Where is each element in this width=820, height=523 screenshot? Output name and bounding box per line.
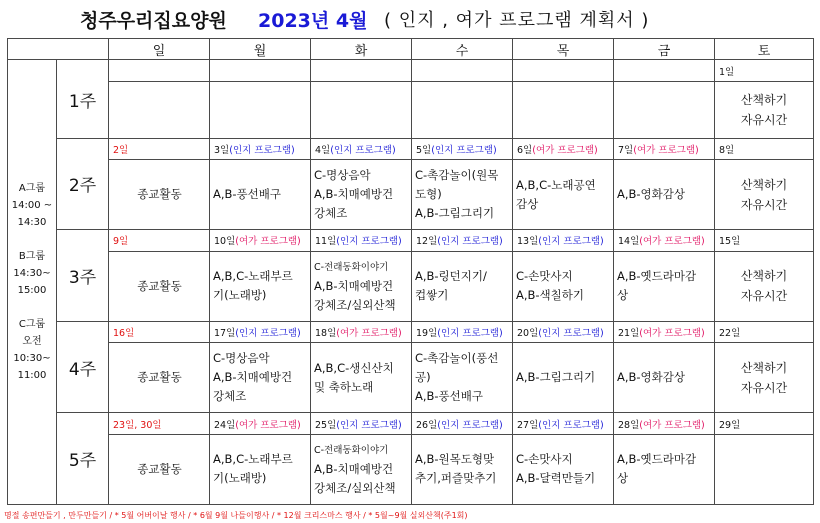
activity-line: A,B-치매예방건: [314, 278, 394, 293]
program-type-tag: (여가 프로그램): [639, 419, 705, 431]
program-type-tag: (여가 프로그램): [633, 144, 699, 156]
activity-cell-mon: [210, 160, 311, 230]
date-cell-thu: [513, 321, 614, 342]
activity-line: C-촉감놀이(풍선: [415, 351, 499, 366]
date-cell-sat: [715, 321, 814, 342]
activity-cell-mon: [210, 251, 311, 321]
date-cell-sun: [109, 60, 210, 81]
activity-cell-sat: [715, 160, 814, 230]
activity-cell-sun: [109, 81, 210, 138]
date-cell-tue: [311, 60, 412, 81]
weekday-header-mon: 월: [210, 39, 311, 60]
program-type-tag: (인지 프로그램): [437, 236, 503, 248]
activity-cell-tue: [311, 251, 412, 321]
activity-line: A,B-원목도형맞: [415, 452, 495, 467]
activity-line: A,B-달력만들기: [516, 471, 596, 486]
activity-line: C-명상음악: [314, 168, 371, 183]
program-type-tag: (인지 프로그램): [437, 327, 503, 339]
activity-line: A,B-영화감상: [617, 370, 685, 385]
plan-description: ( 인지 , 여가 프로그램 계획서 ): [384, 10, 650, 31]
activity-cell-tue: [311, 160, 412, 230]
activity-cell-sun: [109, 160, 210, 230]
activity-line: 강체조/실외산책: [314, 297, 396, 312]
date-cell-mon: [210, 413, 311, 434]
activity-line: A,B-옛드라마감: [617, 452, 697, 467]
activity-line: A,B-그림그리기: [415, 206, 495, 221]
program-type-tag: (인지 프로그램): [538, 236, 604, 248]
group-schedule-line: 10:30~: [13, 353, 51, 365]
activity-line: C-명상음악: [213, 351, 270, 366]
activity-line: A,B,C-노래부르: [213, 269, 293, 284]
group-schedule-line: 오전: [22, 336, 42, 348]
program-type-tag: (인지 프로그램): [538, 327, 604, 339]
activity-line: C-손맛사지: [516, 452, 573, 467]
activity-cell-sat: [715, 251, 814, 321]
activity-line: 종교활동: [137, 278, 182, 293]
activity-line: 상: [617, 471, 629, 486]
activity-cell-mon: [210, 434, 311, 504]
activity-cell-thu: [513, 343, 614, 413]
program-type-tag: (여가 프로그램): [235, 236, 301, 248]
group-schedule-line: 14:30: [17, 217, 47, 229]
group-schedule-line: [8, 231, 56, 248]
activity-line: 종교활동: [137, 187, 182, 202]
weekday-header-thu: 목: [513, 39, 614, 60]
date-cell-tue: [311, 413, 412, 434]
activity-line: 자유시간: [740, 380, 788, 395]
week-label: 5주: [57, 413, 109, 505]
activity-line: A,B-풍선배구: [213, 187, 281, 202]
activity-line: 및 축하노래: [314, 379, 374, 394]
group-schedule-line: C그룹: [18, 319, 46, 331]
program-type-tag: (여가 프로그램): [639, 327, 705, 339]
program-type-tag: (인지 프로그램): [437, 419, 503, 431]
date-cell-sun: [109, 413, 210, 434]
activity-line: A,B-풍선배구: [415, 389, 483, 404]
activity-line: A,B-치매예방건: [314, 187, 394, 202]
activity-line: 상: [617, 288, 629, 303]
activity-line: 감상: [516, 196, 539, 211]
activity-cell-wed: [412, 251, 513, 321]
group-schedule-line: B그룹: [18, 251, 46, 263]
date-number: 13일: [517, 236, 539, 248]
date-number: 19일: [416, 327, 438, 339]
group-schedule-line: A그룹: [18, 183, 46, 195]
program-type-tag: (인지 프로그램): [235, 327, 301, 339]
date-number: 26일: [416, 419, 438, 431]
activity-line: 기(노래방): [213, 471, 267, 486]
date-number: 20일: [517, 327, 539, 339]
date-cell-thu: [513, 138, 614, 159]
date-number: 18일: [315, 327, 337, 339]
activity-line: 산책하기: [740, 360, 788, 375]
activity-line: 컵쌓기: [415, 288, 449, 303]
activity-cell-wed: [412, 81, 513, 138]
date-number: 1일: [719, 66, 735, 78]
date-cell-thu: [513, 230, 614, 251]
activity-line: 산책하기: [740, 177, 788, 192]
date-cell-wed: [412, 138, 513, 159]
date-number: 21일: [618, 327, 640, 339]
weekday-header-sat: 토: [715, 39, 814, 60]
date-number: 12일: [416, 236, 438, 248]
date-cell-mon: [210, 230, 311, 251]
activity-line: A,B-옛드라마감: [617, 269, 697, 284]
weekday-header-sun: 일: [109, 39, 210, 60]
group-schedule-line: 14:00 ~: [11, 200, 53, 212]
activity-cell-fri: [614, 343, 715, 413]
date-cell-fri: [614, 230, 715, 251]
date-cell-sat: [715, 230, 814, 251]
year-month: 2023년 4월: [258, 10, 368, 32]
weekday-header-tue: 화: [311, 39, 412, 60]
activity-cell-fri: [614, 434, 715, 504]
date-cell-tue: [311, 138, 412, 159]
activity-line: A,B-링던지기/: [415, 269, 487, 284]
date-number: 6일: [517, 144, 533, 156]
date-cell-wed: [412, 413, 513, 434]
activity-cell-tue: [311, 81, 412, 138]
week-label: 2주: [57, 138, 109, 230]
activity-line: 강체조/실외산책: [314, 480, 396, 495]
date-number: 27일: [517, 419, 539, 431]
date-number: 25일: [315, 419, 337, 431]
activity-line: A,B,C-노래공연: [516, 177, 596, 192]
date-number: 2일: [113, 144, 129, 156]
date-number: 3일: [214, 144, 230, 156]
date-number: 16일: [113, 327, 135, 339]
date-cell-thu: [513, 60, 614, 81]
date-number: 17일: [214, 327, 236, 339]
activity-line: A,B-영화감상: [617, 187, 685, 202]
activity-cell-mon: [210, 81, 311, 138]
activity-line: C-전래동화이야기: [314, 261, 389, 273]
activity-line: A,B,C-노래부르: [213, 452, 293, 467]
activity-cell-wed: [412, 434, 513, 504]
activity-cell-mon: [210, 343, 311, 413]
weekday-header-wed: 수: [412, 39, 513, 60]
group-schedule-line: 15:00: [17, 285, 47, 297]
week-label: 1주: [57, 60, 109, 138]
date-number: 4일: [315, 144, 331, 156]
activity-line: 기(노래방): [213, 288, 267, 303]
activity-line: 산책하기: [740, 269, 788, 284]
page-title: [0, 6, 820, 36]
group-schedule-line: 14:30~: [13, 268, 51, 280]
date-number: 5일: [416, 144, 432, 156]
activity-cell-tue: [311, 434, 412, 504]
date-cell-sat: [715, 413, 814, 434]
program-type-tag: (여가 프로그램): [639, 236, 705, 248]
activity-line: A,B-그림그리기: [516, 370, 596, 385]
activity-line: 자유시간: [740, 197, 788, 212]
date-number: 11일: [315, 236, 337, 248]
header-corner: [8, 39, 109, 60]
date-cell-tue: [311, 321, 412, 342]
date-cell-tue: [311, 230, 412, 251]
activity-cell-thu: [513, 160, 614, 230]
activity-line: 자유시간: [740, 112, 788, 127]
date-cell-mon: [210, 60, 311, 81]
activity-line: 종교활동: [137, 370, 182, 385]
date-cell-wed: [412, 321, 513, 342]
activity-cell-sat: [715, 434, 814, 504]
date-cell-sat: [715, 138, 814, 159]
activity-cell-thu: [513, 81, 614, 138]
program-type-tag: (인지 프로그램): [538, 419, 604, 431]
footer-note: 명절 송편만들기 , 만두만들기 / * 5월 어버이날 행사 / * 6월 9월 나들이행사 / * 12월 크리스마스 행사 / * 5월~9월 실외산책(주1회): [4, 511, 468, 520]
date-number: 28일: [618, 419, 640, 431]
program-type-tag: (여가 프로그램): [336, 327, 402, 339]
date-number: 29일: [719, 419, 741, 431]
group-schedule: [8, 60, 57, 505]
week-label: 3주: [57, 230, 109, 322]
program-type-tag: (인지 프로그램): [431, 144, 497, 156]
activity-cell-thu: [513, 251, 614, 321]
date-cell-fri: [614, 413, 715, 434]
date-cell-sun: [109, 138, 210, 159]
date-number: 9일: [113, 236, 129, 248]
date-cell-fri: [614, 321, 715, 342]
activity-cell-sun: [109, 343, 210, 413]
date-cell-fri: [614, 60, 715, 81]
activity-cell-sat: [715, 343, 814, 413]
date-number: 10일: [214, 236, 236, 248]
group-schedule-line: 11:00: [17, 370, 47, 382]
activity-cell-fri: [614, 81, 715, 138]
date-cell-sun: [109, 321, 210, 342]
program-type-tag: (인지 프로그램): [229, 144, 295, 156]
activity-line: 산책하기: [740, 92, 788, 107]
date-cell-sat: [715, 60, 814, 81]
activity-cell-tue: [311, 343, 412, 413]
activity-line: A,B-치매예방건: [213, 370, 293, 385]
activity-line: A,B-치매예방건: [314, 461, 394, 476]
activity-cell-sat: [715, 81, 814, 138]
activity-line: 종교활동: [137, 461, 182, 476]
activity-line: 공): [415, 370, 431, 385]
activity-cell-wed: [412, 343, 513, 413]
activity-line: 강체조: [213, 389, 247, 404]
date-cell-mon: [210, 138, 311, 159]
activity-cell-wed: [412, 160, 513, 230]
date-cell-sun: [109, 230, 210, 251]
activity-line: 추기,퍼즐맞추기: [415, 471, 497, 486]
activity-cell-fri: [614, 160, 715, 230]
program-type-tag: (여가 프로그램): [532, 144, 598, 156]
date-cell-mon: [210, 321, 311, 342]
date-cell-wed: [412, 230, 513, 251]
week-label: 4주: [57, 321, 109, 413]
org-name: 청주우리집요양원: [80, 10, 227, 32]
activity-line: 자유시간: [740, 289, 788, 304]
date-number: 23일, 30일: [113, 419, 162, 431]
date-number: 14일: [618, 236, 640, 248]
date-cell-wed: [412, 60, 513, 81]
group-schedule-line: [8, 299, 56, 316]
activity-cell-fri: [614, 251, 715, 321]
activity-line: 도형): [415, 187, 442, 202]
date-number: 15일: [719, 236, 741, 248]
date-number: 24일: [214, 419, 236, 431]
weekday-header-fri: 금: [614, 39, 715, 60]
program-type-tag: (여가 프로그램): [235, 419, 301, 431]
activity-line: C-전래동화이야기: [314, 444, 389, 456]
program-type-tag: (인지 프로그램): [330, 144, 396, 156]
date-number: 22일: [719, 327, 741, 339]
date-number: 7일: [618, 144, 634, 156]
program-calendar: [7, 38, 814, 505]
activity-cell-sun: [109, 434, 210, 504]
date-cell-fri: [614, 138, 715, 159]
activity-cell-thu: [513, 434, 614, 504]
activity-line: C-촉감놀이(원목: [415, 168, 499, 183]
date-number: 8일: [719, 144, 735, 156]
activity-line: A,B,C-생신산치: [314, 360, 394, 375]
program-type-tag: (인지 프로그램): [336, 419, 402, 431]
activity-line: C-손맛사지: [516, 269, 573, 284]
activity-cell-sun: [109, 251, 210, 321]
date-cell-thu: [513, 413, 614, 434]
program-type-tag: (인지 프로그램): [336, 236, 402, 248]
activity-line: A,B-색칠하기: [516, 288, 584, 303]
activity-line: 강체조: [314, 206, 348, 221]
